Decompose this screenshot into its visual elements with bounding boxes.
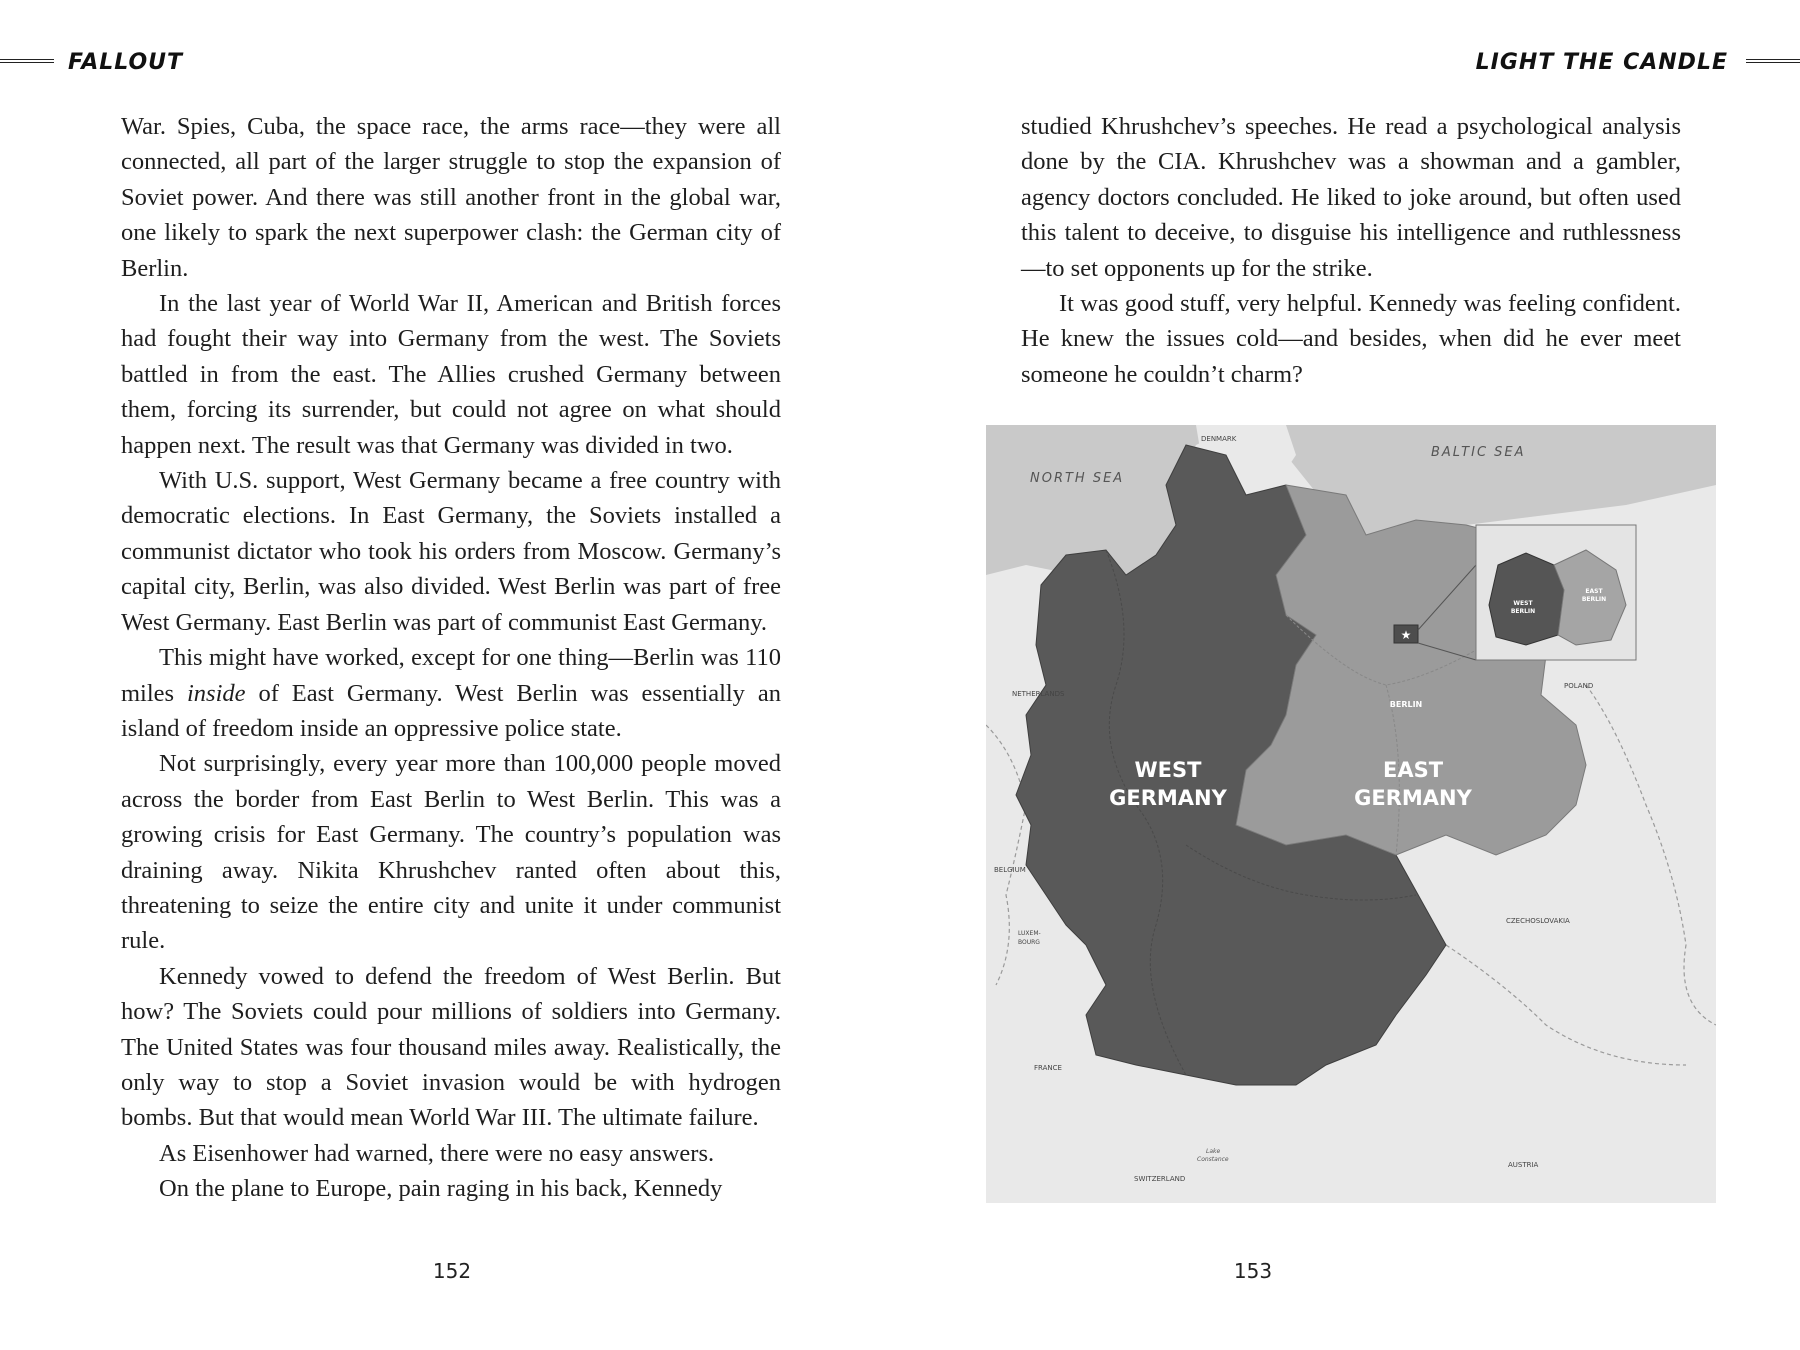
country-label-france: FRANCE (1034, 1064, 1062, 1072)
running-head: FALLOUT (68, 50, 184, 75)
country-label-denmark: DENMARK (1201, 435, 1237, 443)
inset-label-west-berlin: BERLIN (1510, 608, 1536, 615)
paragraph: Kennedy vowed to defend the freedom of West Berlin. But how? The Soviets could pour millions of soldiers into Germany. The United States was four thousand miles away. Realistically, the only way to stop a Soviet invasion would be with hydrogen bombs. But that would mean World War III. The ultimate failure. (121, 962, 781, 1132)
country-label-poland: POLAND (1564, 682, 1594, 690)
paragraph (121, 640, 781, 746)
page-number: 153 (1233, 1259, 1273, 1283)
running-head: LIGHT THE CANDLE (1475, 50, 1728, 75)
country-label-czechoslovakia: CZECHOSLOVAKIA (1506, 917, 1570, 925)
paragraph: Not surprisingly, every year more than 100,000 people moved across the border from East Berlin to West Berlin. This was a growing crisis for East Germany. The country’s population was draining away. Nikita Khrushchev ranted often about this, threatening to seize the entire city and unite it under communist rule. (121, 750, 781, 955)
paragraph: As Eisenhower had warned, there were no easy answers. (159, 1139, 715, 1167)
body-text (1021, 109, 1681, 392)
country-label-belgium: BELGIUM (994, 866, 1026, 874)
page-number: 152 (432, 1259, 472, 1283)
region-label-east: GERMANY (1354, 786, 1472, 810)
inset-label-east-berlin: BERLIN (1581, 596, 1607, 603)
country-label-switzerland: SWITZERLAND (1134, 1175, 1186, 1183)
running-head-rule (0, 59, 54, 63)
region-label-west: WEST (1134, 758, 1202, 782)
country-label-luxembourg: BOURG (1018, 939, 1040, 946)
emphasis-text: inside (187, 679, 246, 707)
paragraph: It was good stuff, very helpful. Kennedy was feeling confident. He knew the issues cold—and besides, when did he ever meet someone he couldn’t charm? (1021, 290, 1681, 388)
berlin-star-icon: ★ (1400, 628, 1412, 642)
country-label-luxembourg: LUXEM- (1018, 930, 1041, 937)
right-page (900, 0, 1800, 1350)
lake-label: Lake (1206, 1148, 1221, 1155)
paragraph: War. Spies, Cuba, the space race, the arms race—they were all connected, all part of the larger struggle to stop the expansion of Soviet power. And there was still another front in the global war, one likely to spark the next superpower clash: the German city of Berlin. (121, 113, 781, 282)
germany-map (986, 425, 1716, 1203)
body-text (121, 109, 781, 1207)
region-label-east: EAST (1382, 758, 1444, 782)
running-head-rule (1746, 59, 1800, 63)
paragraph: With U.S. support, West Germany became a free country with democratic elections. In East Germany, the Soviets installed a communist dictator who took his orders from Moscow. Germany’s capital city, Berlin, was also divided. West Berlin was part of free West Germany. East Berlin was part of communist East Germany. (121, 467, 781, 636)
paragraph: In the last year of World War II, American and British forces had fought their way into Germany from the west. The Soviets battled in from the east. The Allies crushed Germany between them, forcing its surrender, but could not agree on what should happen next. The result was that Germany was divided in two. (121, 290, 781, 459)
inset-west-berlin (1489, 553, 1564, 645)
paragraph-text: This might have worked, except for one thing—Berlin was 110 miles (121, 644, 781, 707)
paragraph: studied Khrushchev’s speeches. He read a psychological analysis done by the CIA. Khrushchev was a showman and a gambler, agency doctors concluded. He liked to joke around, but often used this talent to deceive, to disguise his intelligence and ruthlessness—to set opponents up for the strike. (1021, 113, 1681, 282)
region-label-west: GERMANY (1109, 786, 1227, 810)
sea-label-baltic: BALTIC SEA (1431, 445, 1526, 460)
paragraph-text: of East Germany. West Berlin was essentially an island of freedom inside an oppressive police state. (121, 679, 781, 742)
country-label-austria: AUSTRIA (1508, 1161, 1539, 1169)
country-label-netherlands: NETHERLANDS (1012, 690, 1065, 698)
inset-label-west-berlin: WEST (1513, 600, 1533, 607)
paragraph: On the plane to Europe, pain raging in his back, Kennedy (159, 1175, 723, 1203)
city-label-berlin: BERLIN (1389, 700, 1423, 709)
map-graphic (986, 425, 1716, 1203)
lake-label: Constance (1197, 1156, 1229, 1163)
sea-label-north: NORTH SEA (1030, 471, 1125, 486)
inset-label-east-berlin: EAST (1585, 588, 1603, 595)
